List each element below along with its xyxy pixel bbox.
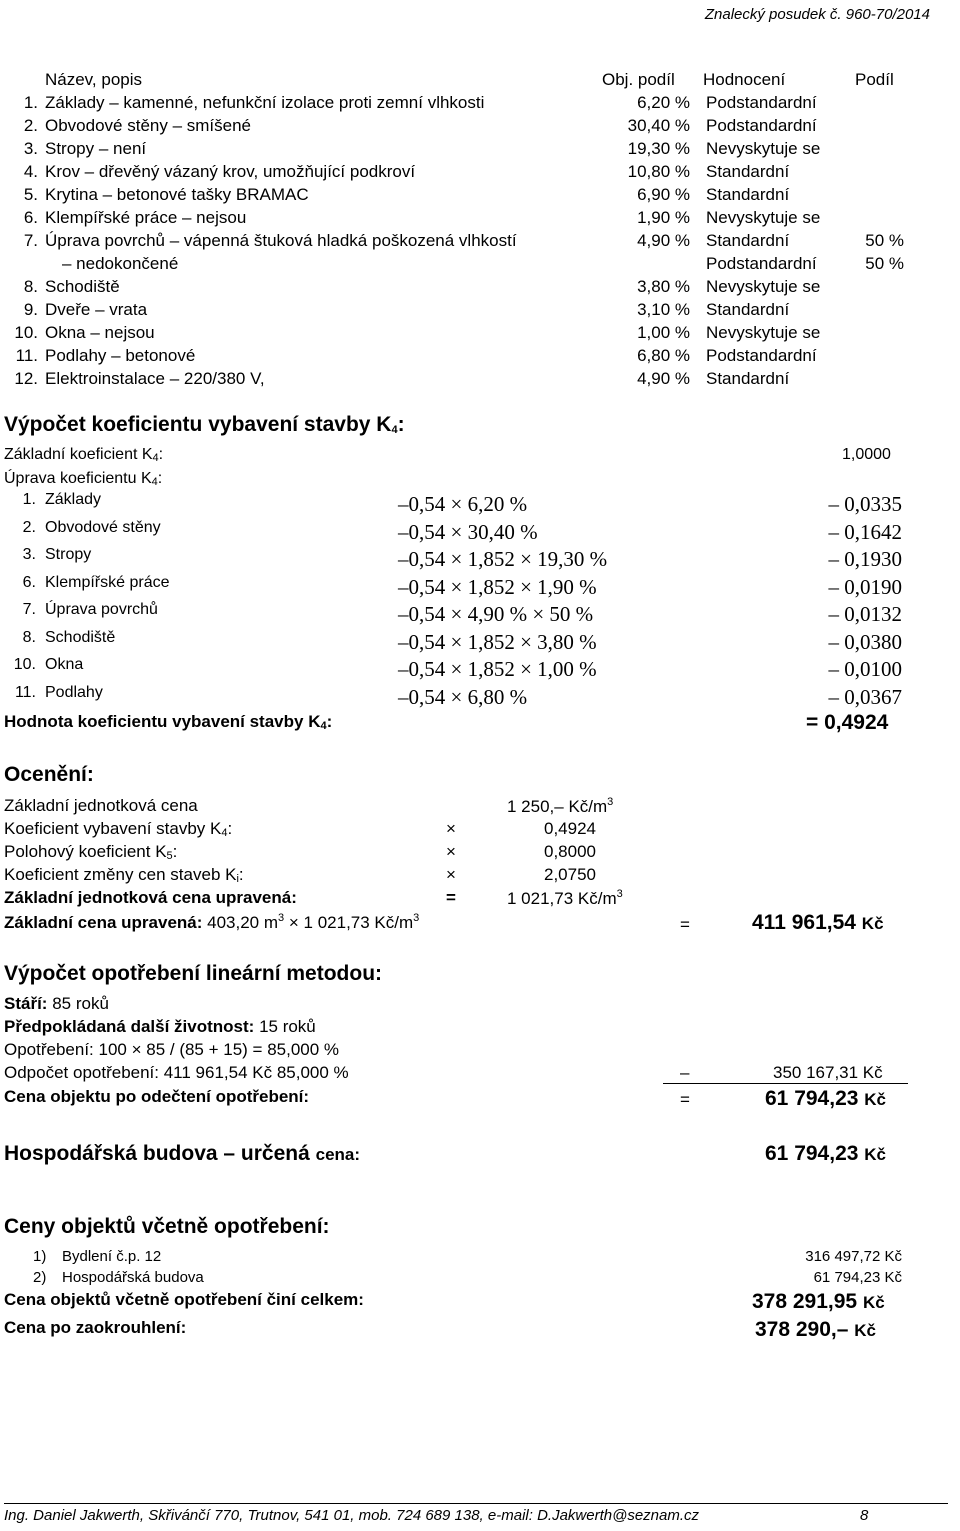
page-footer: Ing. Daniel Jakwerth, Skřivánčí 770, Trutnov, 541 01, mob. 724 689 138, e-mail: D.Jakwerth@seznam.cz <box>4 1507 700 1524</box>
row-name: Úprava povrchů – vápenná štuková hladká poškozená vlhkostí <box>45 231 517 250</box>
k4-coef-label: Koeficient vybavení stavby $K_4$: <box>4 819 233 839</box>
page-header: Znalecký posudek č. 960-70/2014 <box>704 6 930 23</box>
footer-rule <box>4 1503 948 1504</box>
row-number: 9. <box>23 300 38 319</box>
row-name: Stropy – není <box>45 139 147 158</box>
summary-item-2-no: 2) <box>33 1269 47 1286</box>
row-rating: Standardní <box>706 300 790 319</box>
row-name: Obvodové stěny – smíšené <box>45 116 252 135</box>
deduction-underline <box>663 1083 908 1084</box>
k4-item-formula: –0,54 × 6,20 % <box>398 492 528 516</box>
k4-item-result: – 0,0190 <box>828 575 902 599</box>
ki-coef-value: 2,0750 <box>544 865 596 884</box>
k4-item-result: – 0,1930 <box>828 547 902 571</box>
deduction-value: 350 167,31 Kč <box>773 1063 883 1082</box>
k4-item-formula: –0,54 × 1,852 × 1,90 % <box>398 575 597 599</box>
k4-adj-label: Úprava koeficientu $K_4$: <box>4 470 163 488</box>
row-share: 3,80 % <box>637 277 690 296</box>
k4-item-label: Stropy <box>45 546 92 563</box>
k4-item-label: Okna <box>45 656 84 673</box>
adj-unit-price-value: 1 021,73 $Kč/m^3$ <box>507 888 623 908</box>
row-name: Klempířské práce – nejsou <box>45 208 247 227</box>
row-rating: Nevyskytuje se <box>706 139 821 158</box>
row-share: 1,00 % <box>637 323 690 342</box>
deduction-line: Odpočet opotřebení: 411 961,54 Kč 85,000 % <box>4 1063 349 1082</box>
row-number: 5. <box>23 185 38 204</box>
row-rating: Nevyskytuje se <box>706 277 821 296</box>
row-rating: Podstandardní <box>706 254 817 273</box>
row-part: 50 % <box>865 254 904 273</box>
summary-total-label: Cena objektů včetně opotřebení činí celkem: <box>4 1290 364 1309</box>
row-share: 10,80 % <box>627 162 690 181</box>
building-price-value: 61 794,23 Kč <box>765 1142 887 1165</box>
depreciation-title: Výpočet opotřebení lineární metodou: <box>4 962 383 985</box>
k4-item-result: – 0,1642 <box>828 520 902 544</box>
row-share: 6,20 % <box>637 93 690 112</box>
summary-total-value: 378 291,95 Kč <box>752 1290 885 1313</box>
base-price-op: = <box>680 915 690 934</box>
row-part: 50 % <box>865 231 904 250</box>
k4-item-formula: –0,54 × 1,852 × 1,00 % <box>398 657 597 681</box>
summary-item-1-no: 1) <box>33 1248 47 1265</box>
row-number: 2. <box>23 116 38 135</box>
row-number: 7. <box>23 231 38 250</box>
row-share: 1,90 % <box>637 208 690 227</box>
row-share: 6,80 % <box>637 346 690 365</box>
col-rating-header: Hodnocení <box>703 70 786 89</box>
summary-title: Ceny objektů včetně opotřebení: <box>4 1215 330 1238</box>
row-name: – nedokončené <box>62 254 179 273</box>
k4-base-value: 1,0000 <box>842 446 891 463</box>
summary-item-1-value: 316 497,72 Kč <box>805 1248 902 1265</box>
k4-item-number: 11. <box>14 684 36 701</box>
k4-item-number: 6. <box>22 574 36 591</box>
row-share: 4,90 % <box>637 369 690 388</box>
k4-item-formula: –0,54 × 1,852 × 19,30 % <box>398 547 608 571</box>
adj-unit-price-op: = <box>446 888 456 907</box>
k4-item-number: 10. <box>13 656 36 673</box>
k4-item-number: 3. <box>22 546 36 563</box>
k4-item-formula: –0,54 × 4,90 % × 50 % <box>398 602 594 626</box>
k4-item-result: – 0,0100 <box>828 657 902 681</box>
k4-item-label: Obvodové stěny <box>45 519 161 536</box>
row-rating: Podstandardní <box>706 116 817 135</box>
k4-item-formula: –0,54 × 30,40 % <box>398 520 538 544</box>
k4-base-label: Základní koeficient $K_4$: <box>4 446 164 464</box>
base-price-line: Základní cena upravená: 403,20 $m^3 \times 1$ 021,73 $Kč/m^3$ <box>4 912 420 932</box>
row-number: 10. <box>14 323 38 342</box>
k4-item-number: 7. <box>22 601 36 618</box>
row-rating: Standardní <box>706 185 790 204</box>
row-name: Elektroinstalace – 220/380 V, <box>45 369 265 388</box>
k4-item-formula: –0,54 × 1,852 × 3,80 % <box>398 630 597 654</box>
k4-item-number: 2. <box>22 519 36 536</box>
row-share: 3,10 % <box>637 300 690 319</box>
ki-coef-label: Koeficient změny cen staveb $K_i$: <box>4 865 244 885</box>
k4-item-label: Podlahy <box>45 684 103 701</box>
row-name: Schodiště <box>45 277 120 296</box>
building-price-label: Hospodářská budova – určená cena: <box>4 1142 361 1165</box>
k5-coef-op: × <box>446 842 456 861</box>
summary-item-2-value: 61 794,23 Kč <box>813 1269 902 1286</box>
row-number: 4. <box>23 162 38 181</box>
k4-item-result: – 0,0335 <box>828 492 902 516</box>
row-name: Dveře – vrata <box>45 300 148 319</box>
col-part-header: Podíl <box>855 70 894 89</box>
life-line: Předpokládaná další životnost: 15 roků <box>4 1017 316 1036</box>
k4-total-label: Hodnota koeficientu vybavení stavby $K_4$: <box>4 712 333 732</box>
base-price-value: 411 961,54 Kč <box>752 911 884 934</box>
k4-item-number: 1. <box>22 491 36 508</box>
row-name: Okna – nejsou <box>45 323 155 342</box>
k4-item-result: – 0,0367 <box>828 685 902 709</box>
summary-item-1-label: Bydlení č.p. 12 <box>62 1248 162 1265</box>
adj-unit-price-label: Základní jednotková cena upravená: <box>4 888 297 907</box>
row-rating: Podstandardní <box>706 346 817 365</box>
row-name: Základy – kamenné, nefunkční izolace proti zemní vlhkosti <box>45 93 485 112</box>
k5-coef-label: Polohový koeficient $K_5$: <box>4 842 178 862</box>
k4-coef-value: 0,4924 <box>544 819 596 838</box>
row-rating: Podstandardní <box>706 93 817 112</box>
row-name: Podlahy – betonové <box>45 346 196 365</box>
row-number: 11. <box>15 346 38 365</box>
ki-coef-op: × <box>446 865 456 884</box>
age-line: Stáří: 85 roků <box>4 994 109 1013</box>
row-share: 19,30 % <box>627 139 690 158</box>
row-number: 3. <box>23 139 38 158</box>
row-share: 6,90 % <box>637 185 690 204</box>
after-wear-op: = <box>680 1090 690 1109</box>
rounded-value: 378 290,– Kč <box>755 1318 877 1341</box>
k5-coef-value: 0,8000 <box>544 842 596 861</box>
col-name-header: Název, popis <box>45 70 143 89</box>
row-number: 12. <box>14 369 38 388</box>
row-rating: Standardní <box>706 162 790 181</box>
k4-item-label: Základy <box>45 491 102 508</box>
row-rating: Standardní <box>706 369 790 388</box>
after-wear-value: 61 794,23 Kč <box>765 1087 887 1110</box>
row-rating: Standardní <box>706 231 790 250</box>
rounded-label: Cena po zaokrouhlení: <box>4 1318 187 1337</box>
row-rating: Nevyskytuje se <box>706 208 821 227</box>
wear-line: Opotřebení: 100 × 85 / (85 + 15) = 85,000 % <box>4 1040 340 1059</box>
row-name: Krytina – betonové tašky BRAMAC <box>45 185 309 204</box>
k4-total-value: = 0,4924 <box>806 711 889 734</box>
row-share: 30,40 % <box>627 116 690 135</box>
row-number: 8. <box>23 277 38 296</box>
row-name: Krov – dřevěný vázaný krov, umožňující podkroví <box>45 162 416 181</box>
k4-item-label: Schodiště <box>45 629 116 646</box>
k4-item-label: Úprava povrchů <box>45 601 158 618</box>
k4-title: Výpočet koeficientu vybavení stavby $K_4$: <box>4 413 405 436</box>
k4-item-result: – 0,0380 <box>828 630 902 654</box>
unit-price-label: Základní jednotková cena <box>4 796 198 815</box>
deduction-op: – <box>680 1063 690 1082</box>
row-number: 6. <box>23 208 38 227</box>
unit-price-value: 1 250,– $Kč/m^3$ <box>507 796 614 816</box>
k4-item-formula: –0,54 × 6,80 % <box>398 685 528 709</box>
row-share: 4,90 % <box>637 231 690 250</box>
row-rating: Nevyskytuje se <box>706 323 821 342</box>
page-number: 8 <box>860 1507 869 1524</box>
valuation-title: Ocenění: <box>4 763 94 786</box>
k4-coef-op: × <box>446 819 456 838</box>
after-wear-label: Cena objektu po odečtení opotřebení: <box>4 1087 310 1106</box>
k4-item-result: – 0,0132 <box>828 602 902 626</box>
col-share-header: Obj. podíl <box>602 70 675 89</box>
summary-item-2-label: Hospodářská budova <box>62 1269 204 1286</box>
row-number: 1. <box>23 93 38 112</box>
k4-item-label: Klempířské práce <box>45 574 170 591</box>
k4-item-number: 8. <box>22 629 36 646</box>
